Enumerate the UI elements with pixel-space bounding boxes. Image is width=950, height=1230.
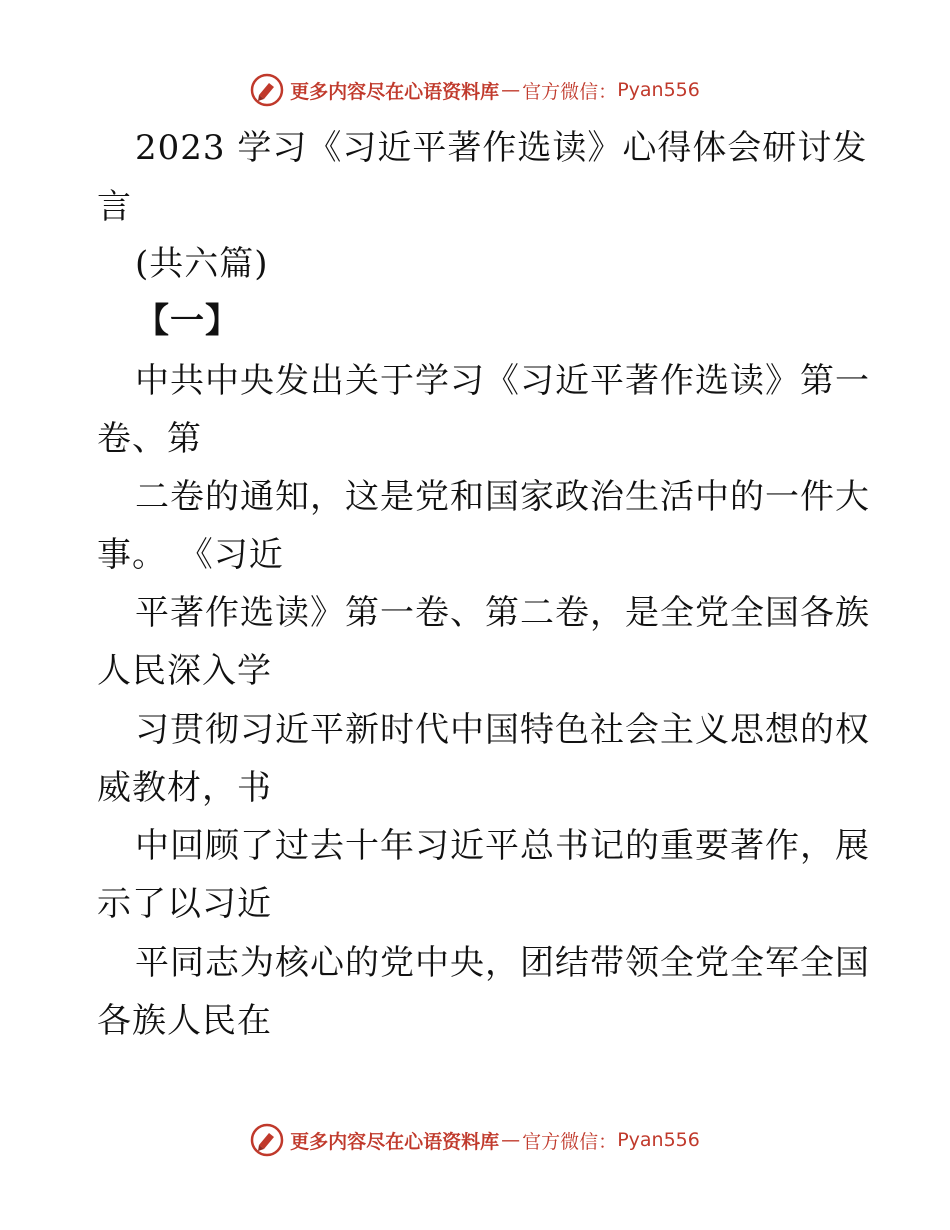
doc-line: 各族人民在 bbox=[97, 1001, 272, 1041]
brand-logo-icon bbox=[250, 1123, 284, 1157]
brand-logo-icon bbox=[250, 73, 284, 107]
banner-label: 官方微信： bbox=[522, 1130, 618, 1153]
doc-section-heading: 【一】 bbox=[135, 301, 240, 341]
doc-line: 事。 《习近 bbox=[97, 535, 284, 575]
doc-line: 威教材，书 bbox=[97, 768, 272, 808]
doc-line: 卷、第 bbox=[97, 419, 202, 459]
doc-line: 二卷的通知，这是党和国家政治生活中的一件大 bbox=[135, 477, 870, 517]
doc-line: 中回顾了过去十年习近平总书记的重要著作，展 bbox=[135, 826, 870, 866]
banner-separator: — bbox=[501, 79, 521, 101]
banner-label: 官方微信： bbox=[522, 80, 618, 103]
header-banner bbox=[0, 70, 950, 110]
doc-subtitle: (共六篇) bbox=[135, 244, 269, 284]
doc-line: 平同志为核心的党中央，团结带领全党全军全国 bbox=[135, 943, 870, 983]
doc-line: 中共中央发出关于学习《习近平著作选读》第一 bbox=[135, 361, 870, 401]
banner-handle: Pyan556 bbox=[617, 1129, 700, 1151]
footer-banner bbox=[0, 1120, 950, 1160]
doc-title-line1: 2023 学习《习近平著作选读》心得体会研讨发 bbox=[135, 128, 868, 168]
banner-brand: 更多内容尽在心语资料库 bbox=[290, 1130, 500, 1153]
banner-brand: 更多内容尽在心语资料库 bbox=[290, 80, 500, 103]
doc-title-line2: 言 bbox=[97, 187, 132, 227]
banner-handle: Pyan556 bbox=[617, 79, 700, 101]
doc-line: 平著作选读》第一卷、第二卷，是全党全国各族 bbox=[135, 593, 870, 633]
doc-line: 示了以习近 bbox=[97, 884, 272, 924]
doc-line: 习贯彻习近平新时代中国特色社会主义思想的权 bbox=[135, 710, 870, 750]
banner-separator: — bbox=[501, 1129, 521, 1151]
doc-line: 人民深入学 bbox=[97, 651, 272, 691]
